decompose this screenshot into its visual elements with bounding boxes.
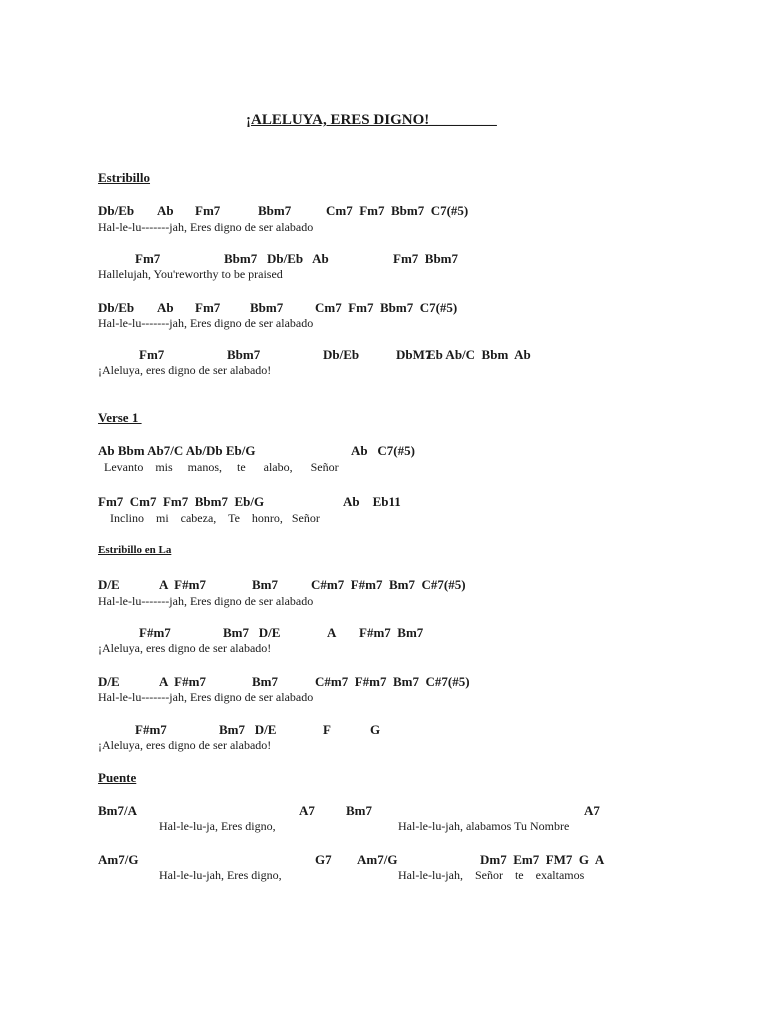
chord: A7 [299, 803, 315, 818]
chord: Bm7 D/E [219, 722, 277, 737]
lyric-line: Hal-le-lu-jah, Eres digno, [159, 868, 282, 882]
section-heading-verse-1: Verse 1 [98, 410, 142, 425]
chord: F#m7 [135, 722, 167, 737]
chord: Fm7 [195, 203, 221, 218]
lyric-line: Hal-le-lu-------jah, Eres digno de ser alabado [98, 690, 314, 704]
lyric-line: Hal-le-lu-------jah, Eres digno de ser alabado [98, 316, 314, 330]
chord: D/E [98, 577, 120, 592]
chord: C#m7 F#m7 Bm7 C#7(#5) [311, 577, 466, 592]
chord: Ab [157, 203, 174, 218]
song-title: ¡ALELUYA, ERES DIGNO!_________ [246, 112, 497, 128]
chord: Bbm7 [227, 347, 261, 362]
section-heading-estribillo-en-la: Estribillo en La [98, 544, 172, 556]
chord: Bm7 D/E [223, 625, 281, 640]
lyric-line: Hal-le-lu-------jah, Eres digno de ser alabado [98, 594, 314, 608]
lyric-line: ¡Aleluya, eres digno de ser alabado! [98, 738, 272, 752]
section-heading-puente: Puente [98, 770, 137, 785]
chord: Dm7 Em7 FM7 G A [480, 852, 605, 867]
chord: A F#m7 [159, 674, 206, 689]
chord: Bm7 [346, 803, 372, 818]
chord: Cm7 Fm7 Bbm7 C7(#5) [326, 203, 469, 218]
lyric-line: Levanto mis manos, te alabo, Señor [98, 460, 339, 474]
lyric-line: ¡Aleluya, eres digno de ser alabado! [98, 641, 272, 655]
chord: Ab [157, 300, 174, 315]
lyric-line: Hal-le-lu-jah, Señor te exaltamos [398, 868, 585, 882]
chord: Fm7 [139, 347, 165, 362]
chord: Bbm7 [258, 203, 292, 218]
chord: F [323, 722, 331, 737]
chord: Fm7 Cm7 Fm7 Bbm7 Eb/G [98, 494, 265, 509]
chord: Ab C7(#5) [351, 443, 415, 458]
chord: Am7/G [98, 852, 139, 867]
chord: Bm7 [252, 577, 278, 592]
chord: A7 [584, 803, 600, 818]
chord: A [327, 625, 337, 640]
chord: Ab Eb11 [343, 494, 401, 509]
chord: Am7/G [357, 852, 398, 867]
chord: Bbm7 [250, 300, 284, 315]
lyric-line: Hal-le-lu-------jah, Eres digno de ser alabado [98, 220, 314, 234]
chord: Fm7 [195, 300, 221, 315]
lyric-line: Hallelujah, You'reworthy to be praised [98, 267, 283, 281]
chord: Cm7 Fm7 Bbm7 C7(#5) [315, 300, 458, 315]
chord: D/E [98, 674, 120, 689]
chord: DbM7 [396, 347, 432, 362]
chord: Db/Eb [98, 203, 135, 218]
lyric-line: Inclino mi cabeza, Te honro, Señor [98, 511, 320, 525]
chord: F#m7 Bm7 [359, 625, 424, 640]
chord: A F#m7 [159, 577, 206, 592]
chord: Bbm7 Db/Eb Ab [224, 251, 329, 266]
chord: G [370, 722, 381, 737]
chord: Fm7 [135, 251, 161, 266]
chord: Db/Eb [98, 300, 135, 315]
chord: Eb Ab/C Bbm Ab [427, 347, 531, 362]
chord: F#m7 [139, 625, 171, 640]
chord: Db/Eb [323, 347, 360, 362]
chord: G7 [315, 852, 332, 867]
section-heading-estribillo: Estribillo [98, 170, 151, 185]
lyric-line: ¡Aleluya, eres digno de ser alabado! [98, 363, 272, 377]
chord: Ab Bbm Ab7/C Ab/Db Eb/G [98, 443, 256, 458]
lyric-line: Hal-le-lu-ja, Eres digno, [159, 819, 276, 833]
chord: Bm7 [252, 674, 278, 689]
chord: C#m7 F#m7 Bm7 C#7(#5) [315, 674, 470, 689]
chord: Bm7/A [98, 803, 137, 818]
lyric-line: Hal-le-lu-jah, alabamos Tu Nombre [398, 819, 570, 833]
chord: Fm7 Bbm7 [393, 251, 458, 266]
